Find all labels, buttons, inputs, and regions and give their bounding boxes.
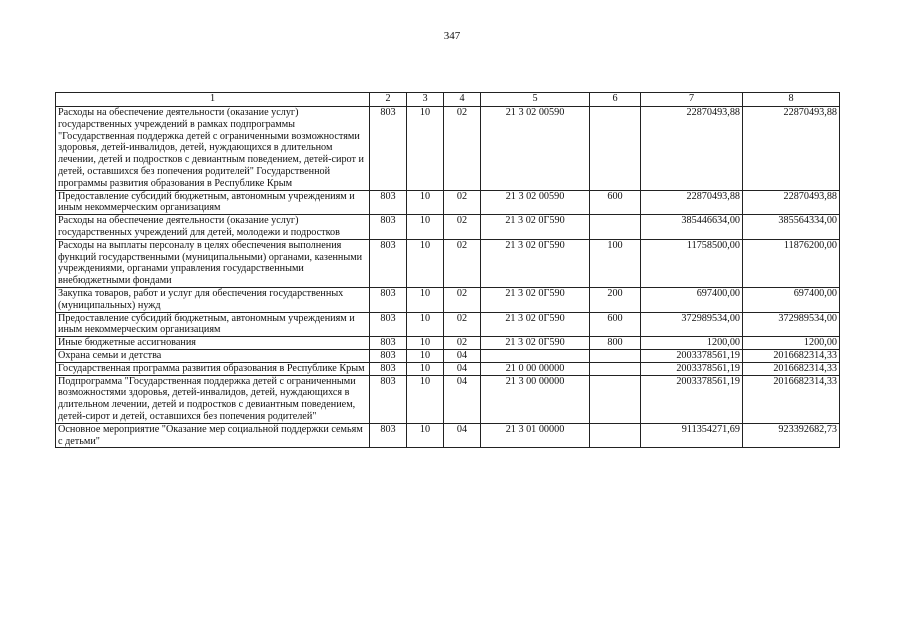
cell-name: Расходы на обеспечение деятельности (оказание услуг) государственных учреждений в рамках подпрограммы "Государственная поддержка детей с ограниченными возможностями здоровья, детей-инвалидов, детей, нуждающихся в длительном лечении, детей и подростков с девиантным поведением, детей-сирот и детей, оставшихся без попечения родителей" Государственной программы развития образования в Республике Крым (56, 107, 370, 191)
cell-code-4: 02 (444, 190, 481, 215)
cell-code-5: 21 3 02 00590 (481, 107, 590, 191)
cell-name: Подпрограмма "Государственная поддержка детей с ограниченными возможностями здоровья, детей-инвалидов, детей, нуждающихся в длительном лечении, детей и подростков с девиантным поведением, детей-сирот и детей, оставшихся без попечения родителей" (56, 375, 370, 423)
cell-amount-7: 22870493,88 (641, 107, 743, 191)
cell-amount-8: 22870493,88 (743, 107, 840, 191)
column-header: 7 (641, 93, 743, 107)
cell-amount-7: 697400,00 (641, 287, 743, 312)
table-row (56, 215, 840, 240)
cell-amount-7: 911354271,69 (641, 423, 743, 448)
cell-code-3: 10 (407, 375, 444, 423)
column-header: 6 (590, 93, 641, 107)
table-row (56, 312, 840, 337)
budget-table (55, 92, 840, 448)
table-row (56, 362, 840, 375)
cell-amount-8: 2016682314,33 (743, 349, 840, 362)
cell-code-6 (590, 349, 641, 362)
cell-code-2: 803 (370, 107, 407, 191)
cell-amount-8: 923392682,73 (743, 423, 840, 448)
cell-name: Закупка товаров, работ и услуг для обеспечения государственных (муниципальных) нужд (56, 287, 370, 312)
cell-code-6: 600 (590, 190, 641, 215)
cell-code-2: 803 (370, 375, 407, 423)
cell-code-2: 803 (370, 362, 407, 375)
column-header: 5 (481, 93, 590, 107)
cell-code-5: 21 3 02 0Г590 (481, 337, 590, 350)
cell-name: Расходы на обеспечение деятельности (оказание услуг) государственных учреждений для детей, молодежи и подростков (56, 215, 370, 240)
cell-code-3: 10 (407, 107, 444, 191)
cell-code-4: 02 (444, 287, 481, 312)
cell-amount-7: 22870493,88 (641, 190, 743, 215)
cell-amount-7: 372989534,00 (641, 312, 743, 337)
cell-code-6: 800 (590, 337, 641, 350)
cell-code-3: 10 (407, 215, 444, 240)
cell-amount-7: 2003378561,19 (641, 362, 743, 375)
cell-code-6 (590, 423, 641, 448)
cell-amount-7: 2003378561,19 (641, 349, 743, 362)
cell-code-3: 10 (407, 337, 444, 350)
cell-code-6 (590, 375, 641, 423)
table-row (56, 375, 840, 423)
table-row (56, 337, 840, 350)
column-header: 4 (444, 93, 481, 107)
cell-name: Предоставление субсидий бюджетным, автономным учреждениям и иным некоммерческим организациям (56, 312, 370, 337)
cell-amount-8: 372989534,00 (743, 312, 840, 337)
cell-code-3: 10 (407, 190, 444, 215)
cell-code-2: 803 (370, 287, 407, 312)
cell-amount-7: 11758500,00 (641, 239, 743, 287)
table-row (56, 107, 840, 191)
cell-code-5: 21 3 02 00590 (481, 190, 590, 215)
table-row (56, 423, 840, 448)
column-header: 3 (407, 93, 444, 107)
cell-code-5: 21 3 02 0Г590 (481, 215, 590, 240)
cell-amount-7: 2003378561,19 (641, 375, 743, 423)
table-row (56, 190, 840, 215)
cell-amount-8: 11876200,00 (743, 239, 840, 287)
cell-code-5: 21 0 00 00000 (481, 362, 590, 375)
cell-code-3: 10 (407, 239, 444, 287)
cell-code-4: 04 (444, 362, 481, 375)
cell-code-4: 04 (444, 349, 481, 362)
cell-code-6: 600 (590, 312, 641, 337)
cell-code-4: 02 (444, 337, 481, 350)
cell-amount-8: 22870493,88 (743, 190, 840, 215)
cell-name: Государственная программа развития образования в Республике Крым (56, 362, 370, 375)
cell-code-3: 10 (407, 362, 444, 375)
cell-code-6: 100 (590, 239, 641, 287)
cell-name: Основное мероприятие "Оказание мер социальной поддержки семьям с детьми" (56, 423, 370, 448)
cell-code-2: 803 (370, 349, 407, 362)
cell-amount-8: 1200,00 (743, 337, 840, 350)
cell-code-3: 10 (407, 287, 444, 312)
cell-amount-8: 697400,00 (743, 287, 840, 312)
cell-code-5: 21 3 01 00000 (481, 423, 590, 448)
cell-amount-8: 2016682314,33 (743, 362, 840, 375)
table-row (56, 239, 840, 287)
cell-code-6 (590, 362, 641, 375)
cell-code-6 (590, 107, 641, 191)
cell-code-4: 02 (444, 215, 481, 240)
cell-amount-7: 385446634,00 (641, 215, 743, 240)
cell-code-5 (481, 349, 590, 362)
cell-code-2: 803 (370, 190, 407, 215)
column-header: 2 (370, 93, 407, 107)
cell-code-4: 02 (444, 107, 481, 191)
cell-code-6: 200 (590, 287, 641, 312)
cell-amount-8: 385564334,00 (743, 215, 840, 240)
cell-code-4: 04 (444, 375, 481, 423)
cell-code-2: 803 (370, 215, 407, 240)
cell-code-4: 02 (444, 312, 481, 337)
cell-code-5: 21 3 02 0Г590 (481, 239, 590, 287)
column-header: 1 (56, 93, 370, 107)
cell-name: Охрана семьи и детства (56, 349, 370, 362)
cell-code-4: 02 (444, 239, 481, 287)
table-header-row (56, 93, 840, 107)
table-row (56, 287, 840, 312)
cell-code-2: 803 (370, 312, 407, 337)
page-number: 347 (443, 30, 461, 42)
cell-code-2: 803 (370, 239, 407, 287)
cell-amount-8: 2016682314,33 (743, 375, 840, 423)
cell-code-6 (590, 215, 641, 240)
cell-code-4: 04 (444, 423, 481, 448)
cell-code-2: 803 (370, 337, 407, 350)
column-header: 8 (743, 93, 840, 107)
cell-name: Расходы на выплаты персоналу в целях обеспечения выполнения функций государственными (муниципальными) органами, казенными учреждениями, органами управления государственными внебюджетными фондами (56, 239, 370, 287)
cell-code-5: 21 3 00 00000 (481, 375, 590, 423)
cell-code-3: 10 (407, 349, 444, 362)
cell-code-3: 10 (407, 423, 444, 448)
cell-code-5: 21 3 02 0Г590 (481, 312, 590, 337)
table-row (56, 349, 840, 362)
cell-code-3: 10 (407, 312, 444, 337)
cell-name: Иные бюджетные ассигнования (56, 337, 370, 350)
cell-code-2: 803 (370, 423, 407, 448)
cell-amount-7: 1200,00 (641, 337, 743, 350)
cell-name: Предоставление субсидий бюджетным, автономным учреждениям и иным некоммерческим организациям (56, 190, 370, 215)
cell-code-5: 21 3 02 0Г590 (481, 287, 590, 312)
